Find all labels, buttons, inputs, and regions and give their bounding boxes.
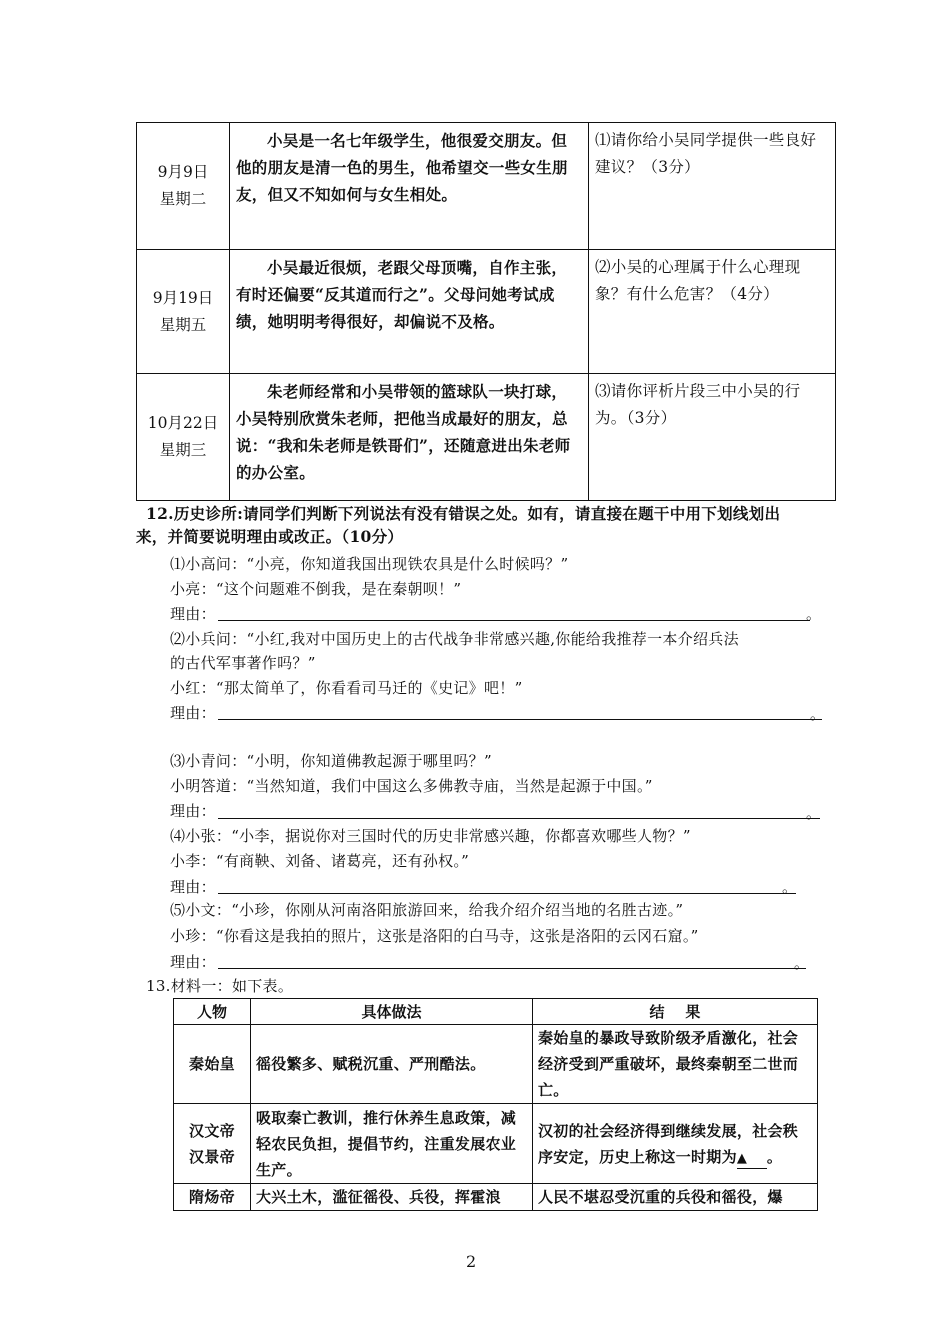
date-cell — [137, 123, 230, 250]
q12-item1-question: ⑴小高问：“小亮，你知道我国出现铁农具是什么时候吗？” — [170, 555, 569, 573]
weekday-label: 星期二 — [159, 190, 207, 208]
period-mark: 。 — [806, 605, 822, 623]
answer-line[interactable] — [218, 968, 806, 969]
period-mark: 。 — [782, 878, 798, 896]
period-mark: 。 — [766, 1147, 783, 1166]
triangle-icon: ▲ — [736, 1150, 748, 1166]
scenario-table — [136, 122, 836, 501]
q12-item1-answer: 小亮：“这个问题难不倒我，是在秦朝呗！” — [170, 580, 462, 598]
question-cell: ⑵小吴的心理属于什么心理现象？有什么危害？（4分） — [589, 250, 836, 374]
history-figures-table — [173, 998, 818, 1211]
result-cell — [533, 1104, 818, 1184]
q12-item4-answer: 小李：“有商鞅、刘备、诸葛亮，还有孙权。” — [170, 852, 470, 870]
reason-label: 理由： — [170, 878, 216, 896]
q12-item2-question: ⑵小兵问：“小红,我对中国历史上的古代战争非常感兴趣,你能给我推荐一本介绍兵法 — [170, 630, 739, 648]
q12-item2-question-cont: 的古代军事著作吗？” — [170, 654, 316, 672]
reason-label: 理由： — [170, 704, 216, 722]
question-cell: ⑶请你评析片段三中小吴的行为。（3分） — [589, 374, 836, 501]
action-cell: 徭役繁多、赋税沉重、严刑酷法。 — [251, 1025, 533, 1104]
answer-line[interactable] — [218, 719, 822, 720]
action-cell: 大兴土木，滥征徭役、兵役，挥霍浪 — [251, 1184, 533, 1211]
answer-line[interactable] — [218, 620, 810, 621]
weekday-label: 星期三 — [159, 441, 207, 459]
q12-item2-answer: 小红：“那太简单了，你看看司马迁的《史记》吧！” — [170, 679, 523, 697]
period-mark: 。 — [810, 705, 826, 723]
header-action: 具体做法 — [251, 999, 533, 1025]
date-label: 10月22日 — [147, 414, 219, 432]
date-cell — [137, 374, 230, 501]
q12-item5-answer: 小珍：“你看这是我拍的照片，这张是洛阳的白马寺，这张是洛阳的云冈石窟。” — [170, 927, 699, 945]
action-cell: 吸取秦亡教训，推行休养生息政策，减轻农民负担，提倡节约，注重发展农业生产。 — [251, 1104, 533, 1184]
q12-item3-answer: 小明答道：“当然知道，我们中国这么多佛教寺庙，当然是起源于中国。” — [170, 777, 653, 795]
date-label: 9月9日 — [157, 163, 209, 181]
result-cell: 秦始皇的暴政导致阶级矛盾激化，社会经济受到严重破坏，最终秦朝至二世而亡。 — [533, 1025, 818, 1104]
page-number: 2 — [466, 1252, 477, 1271]
q12-item4-question: ⑷小张：“小李，据说你对三国时代的历史非常感兴趣，你都喜欢哪些人物？” — [170, 827, 691, 845]
story-cell: 朱老师经常和小吴带领的篮球队一块打球，小吴特别欣赏朱老师，把他当成最好的朋友，总说：“我和朱老师是铁哥们”，还随意进出朱老师的办公室。 — [230, 374, 589, 501]
story-cell: 小吴是一名七年级学生，他很爱交朋友。但他的朋友是清一色的男生，他希望交一些女生朋友，但又不知如何与女生相处。 — [230, 123, 589, 250]
person-cell: 汉文帝 汉景帝 — [174, 1104, 251, 1184]
person-cell: 隋炀帝 — [174, 1184, 251, 1211]
q13-title: 13.材料一：如下表。 — [146, 977, 294, 995]
q12-title-line1: 12.历史诊所:请同学们判断下列说法有没有错误之处。如有，请直接在题干中用下划线划出 — [146, 504, 781, 523]
period-mark: 。 — [806, 804, 822, 822]
answer-line[interactable] — [218, 818, 820, 819]
result-cell: 人民不堪忍受沉重的兵役和徭役，爆 — [533, 1184, 818, 1211]
reason-label: 理由： — [170, 802, 216, 820]
reason-label: 理由： — [170, 953, 216, 971]
result-text: 汉初的社会经济得到继续发展，社会秩序安定，历史上称这一时期为 — [538, 1121, 799, 1166]
date-cell — [137, 250, 230, 374]
answer-blank[interactable] — [737, 1150, 767, 1169]
q12-item3-question: ⑶小青问：“小明，你知道佛教起源于哪里吗？” — [170, 752, 492, 770]
period-mark: 。 — [794, 954, 810, 972]
person-cell: 秦始皇 — [174, 1025, 251, 1104]
date-label: 9月19日 — [152, 288, 214, 307]
header-person: 人物 — [174, 999, 251, 1025]
q12-title-line2: 来，并简要说明理由或改正。（10分） — [136, 527, 404, 546]
q12-item5-question: ⑸小文：“小珍，你刚从河南洛阳旅游回来，给我介绍介绍当地的名胜古迹。” — [170, 901, 684, 919]
reason-label: 理由： — [170, 605, 216, 623]
question-cell: ⑴请你给小吴同学提供一些良好建议？（3分） — [589, 123, 836, 250]
header-result: 结 果 — [533, 999, 818, 1025]
answer-line[interactable] — [218, 893, 796, 894]
weekday-label: 星期五 — [159, 315, 207, 334]
story-cell: 小吴最近很烦，老跟父母顶嘴，自作主张，有时还偏要“反其道而行之”。父母问她考试成绩，她明明考得很好，却偏说不及格。 — [230, 250, 589, 374]
